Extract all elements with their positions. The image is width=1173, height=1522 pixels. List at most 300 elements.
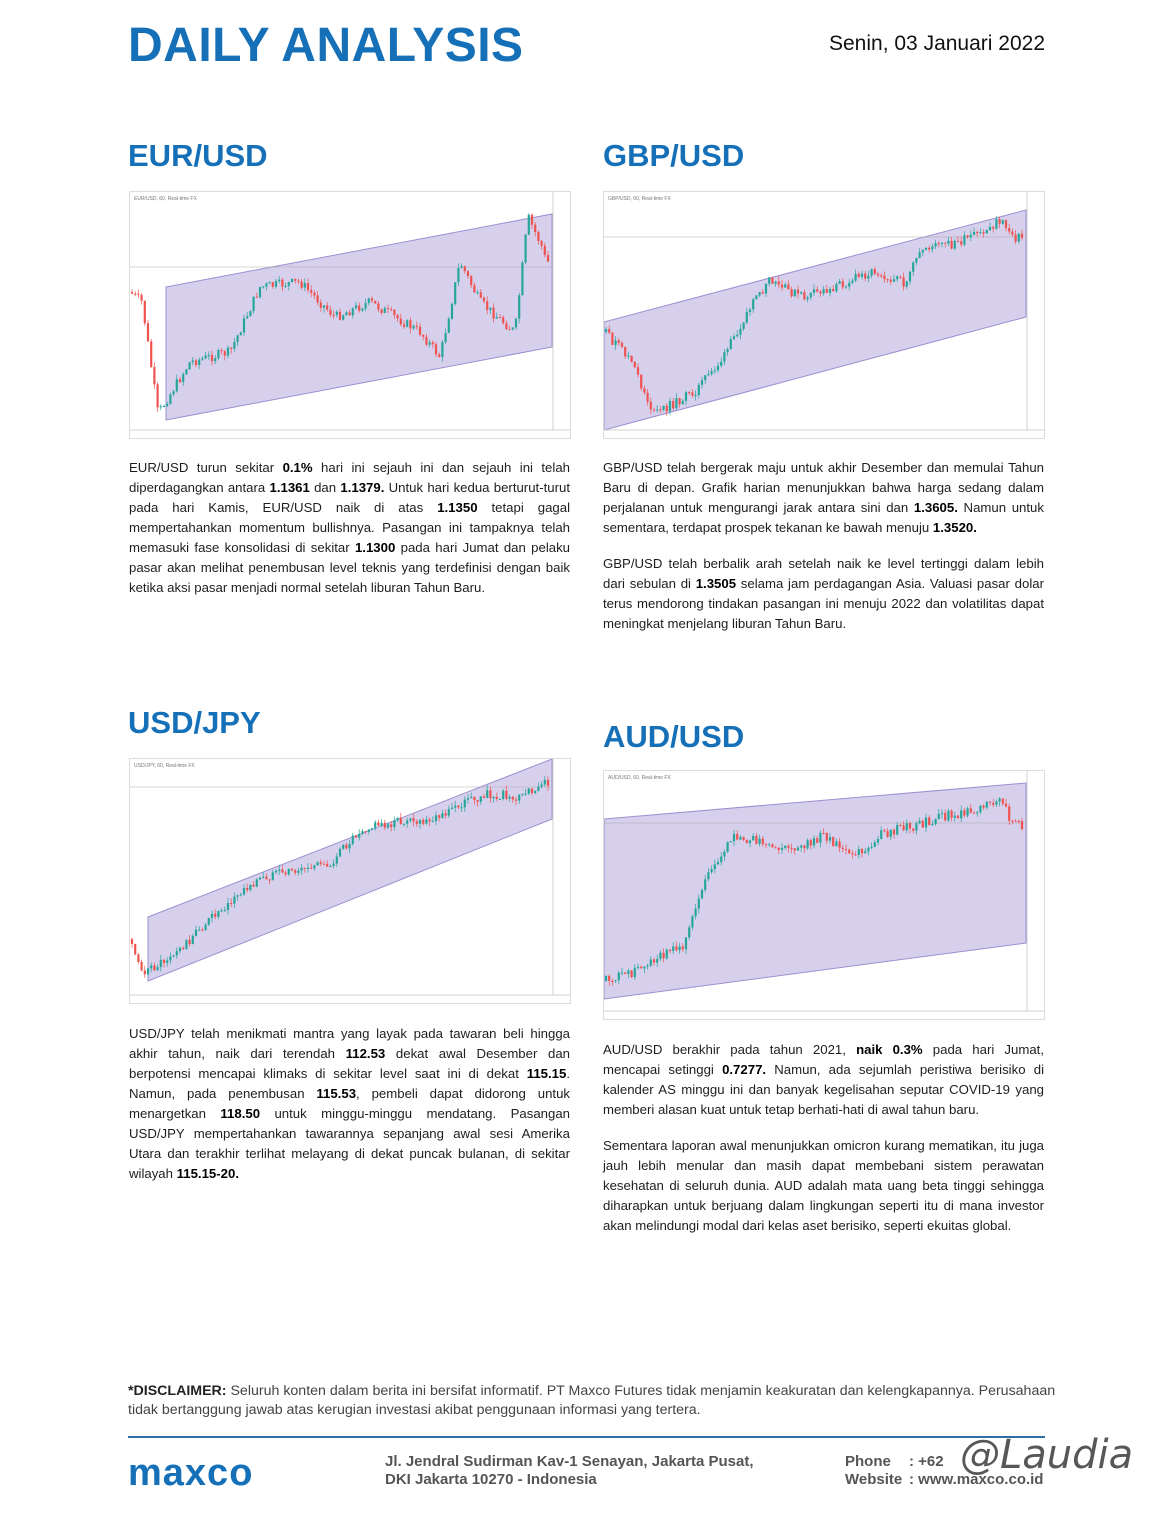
- candle-body: [272, 282, 274, 286]
- candle-body: [521, 794, 523, 795]
- candle-body: [912, 829, 914, 831]
- candle-body: [669, 401, 671, 412]
- candle-body: [317, 862, 319, 865]
- candle-body: [794, 848, 796, 850]
- candle-body: [205, 355, 207, 358]
- candle-body: [736, 335, 738, 336]
- candle-body: [656, 959, 658, 963]
- candle-body: [736, 834, 738, 840]
- candle-body: [147, 323, 149, 341]
- candle-body: [541, 784, 543, 786]
- candle-body: [480, 796, 482, 801]
- candle-body: [393, 820, 395, 827]
- candle-body: [349, 844, 351, 848]
- candle-body: [986, 802, 988, 808]
- key-level: 1.3505: [695, 576, 737, 591]
- candle-body: [259, 878, 261, 880]
- candle-body: [438, 815, 440, 818]
- candle-body: [621, 973, 623, 974]
- candle-body: [393, 310, 395, 315]
- analysis-paragraph: AUD/USD berakhir pada tahun 2021, naik 0.3% pada hari Jumat, mencapai setinggi 0.7277. Namun, ada sejumlah peristiwa berisiko di kalender AS minggu ini dan banyak kegelisahan seputar COVID-19 yang memberi alasan kuat untuk tetap berhati-hati di awal tahun baru.: [603, 1042, 1044, 1117]
- candle-body: [253, 297, 255, 311]
- candle-body: [313, 865, 315, 868]
- candle-body: [800, 292, 802, 293]
- candle-body: [368, 830, 370, 832]
- candle-body: [537, 787, 539, 791]
- candle-body: [489, 790, 491, 798]
- candle-body: [797, 848, 799, 851]
- candle-body: [928, 248, 930, 250]
- candle-body: [768, 277, 770, 283]
- candle-body: [880, 830, 882, 839]
- candle-body: [467, 271, 469, 276]
- candle-body: [400, 318, 402, 324]
- candle-body: [422, 820, 424, 824]
- candle-body: [377, 303, 379, 309]
- candle-body: [528, 789, 530, 794]
- candle-body: [823, 289, 825, 293]
- candle-body: [775, 847, 777, 848]
- candle-body: [304, 868, 306, 869]
- candle-body: [406, 320, 408, 327]
- candle-body: [547, 780, 549, 786]
- candle-body: [640, 375, 642, 389]
- disclaimer-label: *DISCLAIMER:: [128, 1383, 227, 1399]
- candle-body: [438, 354, 440, 357]
- candle-body: [445, 333, 447, 342]
- candle-body: [871, 847, 873, 848]
- candle-body: [483, 298, 485, 302]
- candle-body: [759, 839, 761, 844]
- candle-body: [432, 342, 434, 344]
- candle-body: [157, 967, 159, 970]
- candle-body: [169, 957, 171, 961]
- candle-body: [365, 303, 367, 309]
- candle-body: [323, 305, 325, 307]
- candle-body: [835, 841, 837, 845]
- candle-body: [781, 285, 783, 288]
- candle-body: [883, 276, 885, 279]
- candle-body: [855, 854, 857, 855]
- candle-body: [810, 840, 812, 845]
- candle-body: [647, 966, 649, 967]
- key-level: 115.15: [526, 1066, 567, 1081]
- candle-body: [637, 367, 639, 374]
- candle-body: [416, 326, 418, 327]
- candle-body: [483, 796, 485, 797]
- candle-body: [505, 791, 507, 799]
- candle-body: [1008, 228, 1010, 231]
- candle-body: [746, 312, 748, 323]
- candle-body: [473, 797, 475, 800]
- candle-body: [285, 286, 287, 287]
- candle-body: [723, 852, 725, 857]
- candle-body: [409, 320, 411, 328]
- candle-body: [618, 340, 620, 343]
- candle-body: [419, 820, 421, 824]
- candle-body: [371, 298, 373, 300]
- candle-body: [701, 380, 703, 385]
- candle-body: [534, 791, 536, 793]
- candle-body: [941, 243, 943, 244]
- disclaimer-text: Seluruh konten dalam berita ini bersifat informatif. PT Maxco Futures tidak menjamin keakuratan dan kelengkapannya. Perusahaan tidak bertanggung jawab atas kerugian investasi akibat penggunaan informasi yang tertera.: [128, 1383, 1056, 1418]
- candle-body: [663, 953, 665, 959]
- candle-body: [339, 312, 341, 320]
- candle-body: [416, 821, 418, 823]
- candle-body: [791, 289, 793, 296]
- candle-body: [336, 312, 338, 315]
- audusd-analysis: [603, 1040, 1044, 1252]
- candle-body: [547, 255, 549, 262]
- candle-body: [349, 312, 351, 315]
- candle-body: [441, 813, 443, 818]
- candle-body: [995, 219, 997, 228]
- candle-body: [999, 219, 1001, 224]
- candle-body: [903, 826, 905, 831]
- candle-body: [634, 968, 636, 977]
- candle-body: [1015, 235, 1017, 242]
- candle-body: [461, 807, 463, 808]
- candle-body: [682, 401, 684, 404]
- candle-body: [512, 328, 514, 330]
- candle-body: [733, 834, 735, 841]
- candle-body: [336, 857, 338, 864]
- candle-body: [960, 810, 962, 818]
- candle-body: [317, 296, 319, 303]
- candle-body: [534, 225, 536, 232]
- candle-body: [489, 308, 491, 310]
- candle-body: [938, 814, 940, 819]
- candle-body: [647, 393, 649, 402]
- candle-body: [185, 940, 187, 949]
- candle-body: [499, 799, 501, 800]
- candle-body: [675, 946, 677, 950]
- candle-body: [160, 406, 162, 407]
- candle-body: [224, 351, 226, 355]
- candle-body: [272, 872, 274, 880]
- candle-body: [679, 398, 681, 404]
- candle-body: [237, 335, 239, 342]
- candle-body: [419, 327, 421, 335]
- candle-body: [947, 241, 949, 244]
- candle-body: [1011, 232, 1013, 235]
- address-line-1: Jl. Jendral Sudirman Kav-1 Senayan, Jakarta Pusat,: [385, 1453, 754, 1470]
- candle-body: [851, 281, 853, 283]
- candle-body: [752, 299, 754, 309]
- candle-body: [403, 824, 405, 825]
- candle-body: [509, 797, 511, 799]
- candle-body: [182, 948, 184, 949]
- key-level: 115.15-20.: [176, 1166, 239, 1181]
- candle-body: [970, 808, 972, 812]
- candle-body: [195, 930, 197, 936]
- candle-body: [496, 797, 498, 799]
- candle-body: [217, 911, 219, 917]
- candle-body: [387, 308, 389, 309]
- analysis-paragraph: EUR/USD turun sekitar 0.1% hari ini sejauh ini dan sejauh ini telah diperdagangkan antara 1.1361 dan 1.1379. Untuk hari kedua berturut-turut pada hari Kamis, EUR/USD naik di atas 1.1350 tetapi gagal mempertahankan momentum bullishnya. Pasangan ini tampaknya telah memasuki fase konsolidasi di sekitar 1.1300 pada hari Jumat dan pelaku pasar akan melihat penembusan level teknis yang terdefinisi dengan baik ketika aksi pasar menjadi normal setelah liburan Tahun Baru.: [129, 460, 571, 595]
- candle-body: [618, 973, 620, 981]
- price-chart-svg: [604, 192, 1044, 438]
- candle-body: [730, 339, 732, 349]
- candle-body: [150, 341, 152, 367]
- candle-body: [631, 356, 633, 362]
- candle-body: [688, 927, 690, 937]
- candle-body: [512, 797, 514, 800]
- candle-body: [518, 795, 520, 801]
- candle-body: [243, 318, 245, 332]
- candle-body: [1018, 821, 1020, 822]
- candle-body: [771, 844, 773, 847]
- candle-body: [499, 317, 501, 318]
- candle-body: [288, 282, 290, 286]
- candle-body: [454, 282, 456, 304]
- candle-body: [637, 967, 639, 968]
- candle-body: [957, 241, 959, 242]
- candle-body: [278, 869, 280, 870]
- candle-body: [915, 823, 917, 830]
- candle-body: [803, 845, 805, 848]
- candle-body: [787, 284, 789, 289]
- candle-body: [890, 830, 892, 837]
- key-level: naik 0.3%: [856, 1042, 923, 1057]
- candle-body: [919, 252, 921, 258]
- chart-symbol-label: AUD/USD, 60, Real-time FX: [608, 775, 671, 781]
- candle-body: [525, 235, 527, 263]
- chart-symbol-label: GBP/USD, 60, Real-time FX: [608, 196, 671, 202]
- candle-body: [701, 890, 703, 899]
- candle-body: [797, 290, 799, 294]
- candle-body: [666, 406, 668, 412]
- candle-body: [970, 235, 972, 237]
- candle-body: [374, 822, 376, 828]
- candle-body: [521, 262, 523, 295]
- candle-body: [361, 831, 363, 834]
- candle-body: [227, 348, 229, 356]
- candle-body: [765, 284, 767, 294]
- candle-body: [198, 930, 200, 931]
- candle-body: [714, 864, 716, 869]
- candle-body: [746, 840, 748, 843]
- candle-body: [493, 308, 495, 319]
- website-link[interactable]: : www.maxco.co.id: [909, 1471, 1044, 1488]
- candle-body: [954, 241, 956, 249]
- candle-body: [275, 871, 277, 873]
- candle-body: [448, 319, 450, 333]
- candle-body: [711, 869, 713, 872]
- candle-body: [912, 263, 914, 272]
- candle-body: [368, 298, 370, 303]
- candle-body: [704, 375, 706, 380]
- candle-body: [698, 898, 700, 908]
- candle-body: [957, 816, 959, 819]
- candle-body: [695, 909, 697, 917]
- candle-body: [963, 235, 965, 244]
- candle-body: [928, 817, 930, 824]
- candle-body: [339, 849, 341, 857]
- key-level: 1.1300: [354, 540, 396, 555]
- candle-body: [877, 839, 879, 843]
- candle-body: [390, 309, 392, 310]
- candle-body: [720, 362, 722, 366]
- candle-body: [880, 275, 882, 276]
- candle-body: [377, 822, 379, 825]
- candle-body: [365, 831, 367, 832]
- candle-body: [803, 292, 805, 299]
- candle-body: [941, 813, 943, 814]
- watermark: @Laudia: [960, 1432, 1134, 1478]
- candle-body: [195, 360, 197, 365]
- candle-body: [281, 869, 283, 872]
- candle-body: [842, 281, 844, 287]
- candle-body: [999, 799, 1001, 802]
- candle-body: [1021, 821, 1023, 829]
- candle-body: [743, 837, 745, 840]
- candle-body: [214, 358, 216, 361]
- candle-body: [717, 366, 719, 370]
- candle-body: [502, 317, 504, 323]
- candle-body: [246, 888, 248, 890]
- candle-body: [1021, 234, 1023, 238]
- key-level: 1.1361: [269, 480, 310, 495]
- candle-body: [537, 232, 539, 241]
- candle-body: [461, 266, 463, 268]
- candle-body: [730, 841, 732, 842]
- candle-body: [361, 309, 363, 311]
- candle-body: [899, 276, 901, 277]
- candle-body: [973, 232, 975, 235]
- candle-body: [329, 310, 331, 315]
- candle-body: [355, 305, 357, 308]
- chart-symbol-label: USD/JPY, 60, Real-time FX: [134, 763, 195, 769]
- candle-body: [448, 809, 450, 816]
- candle-body: [493, 797, 495, 798]
- candle-body: [893, 830, 895, 835]
- candle-body: [909, 272, 911, 282]
- candle-body: [326, 864, 328, 867]
- candle-body: [643, 967, 645, 969]
- candle-body: [169, 394, 171, 404]
- candle-body: [544, 780, 546, 785]
- candle-body: [265, 284, 267, 287]
- candle-body: [685, 392, 687, 401]
- candle-body: [679, 946, 681, 950]
- candle-body: [374, 301, 376, 304]
- candle-body: [211, 914, 213, 918]
- candle-body: [1015, 821, 1017, 822]
- candle-body: [294, 870, 296, 873]
- candle-body: [624, 347, 626, 357]
- candle-body: [813, 838, 815, 845]
- candle-body: [464, 800, 466, 808]
- candle-body: [752, 836, 754, 840]
- candle-body: [243, 888, 245, 895]
- candle-body: [727, 349, 729, 352]
- candle-body: [695, 395, 697, 396]
- analysis-paragraph: USD/JPY telah menikmati mantra yang layak pada tawaran beli hingga akhir tahun, naik dari terendah 112.53 dekat awal Desember dan berpotensi mencapai klimaks di sekitar level saat ini di dekat 115.15. Namun, pada penembusan 115.53, pembeli dapat didorong untuk menargetkan 118.50 untuk minggu-minggu mendatang. Pasangan USD/JPY mempertahankan tawarannya sepanjang awal sesi Amerika Utara dan terakhir terlihat melayang di dekat puncak bulanan, di sekitar wilayah 115.15-20.: [129, 1026, 571, 1181]
- candle-body: [1002, 799, 1004, 804]
- candle-body: [858, 849, 860, 855]
- candle-body: [153, 367, 155, 384]
- candle-body: [253, 885, 255, 887]
- candle-body: [515, 799, 517, 800]
- candle-body: [653, 410, 655, 411]
- candle-body: [871, 269, 873, 276]
- website-label: Website: [845, 1471, 903, 1488]
- candle-body: [925, 817, 927, 827]
- candle-body: [976, 812, 978, 813]
- candle-body: [707, 872, 709, 879]
- candle-body: [685, 937, 687, 949]
- key-level: 1.3605.: [913, 500, 958, 515]
- candle-body: [486, 301, 488, 310]
- candle-body: [141, 295, 143, 301]
- candle-body: [608, 329, 610, 333]
- candle-body: [176, 951, 178, 955]
- candle-body: [185, 369, 187, 374]
- candle-body: [237, 895, 239, 896]
- candle-body: [381, 309, 383, 313]
- candle-body: [256, 297, 258, 298]
- candle-body: [480, 292, 482, 298]
- candle-body: [851, 853, 853, 854]
- candle-body: [672, 946, 674, 951]
- candle-body: [541, 241, 543, 246]
- candle-body: [887, 831, 889, 837]
- candle-body: [422, 335, 424, 337]
- candle-body: [973, 813, 975, 814]
- candle-body: [173, 955, 175, 956]
- candle-body: [1005, 220, 1007, 228]
- candle-body: [723, 352, 725, 362]
- candle-body: [845, 849, 847, 850]
- candle-body: [208, 355, 210, 356]
- footer-divider: [128, 1436, 1045, 1438]
- candle-body: [995, 801, 997, 804]
- candle-body: [627, 356, 629, 357]
- candle-body: [951, 241, 953, 249]
- candle-body: [189, 940, 191, 944]
- candle-body: [864, 274, 866, 279]
- candle-body: [1011, 821, 1013, 822]
- candle-body: [707, 374, 709, 375]
- candle-body: [1002, 220, 1004, 224]
- key-level: 0.1%: [282, 460, 313, 475]
- candle-body: [413, 818, 415, 821]
- candle-body: [310, 290, 312, 293]
- candle-body: [755, 295, 757, 299]
- candle-body: [842, 848, 844, 849]
- candle-body: [355, 836, 357, 838]
- candle-body: [342, 845, 344, 849]
- candle-body: [342, 315, 344, 320]
- candle-body: [762, 292, 764, 293]
- candle-body: [605, 976, 607, 981]
- candle-body: [157, 384, 159, 407]
- candle-body: [666, 950, 668, 959]
- candle-body: [435, 815, 437, 821]
- candle-body: [608, 976, 610, 981]
- candle-body: [845, 287, 847, 288]
- candle-body: [381, 823, 383, 826]
- candle-body: [505, 323, 507, 329]
- candle-body: [979, 232, 981, 233]
- candle-body: [867, 276, 869, 279]
- candle-body: [486, 790, 488, 797]
- candle-body: [749, 310, 751, 312]
- candle-body: [791, 848, 793, 849]
- candle-body: [807, 840, 809, 848]
- candle-body: [307, 868, 309, 869]
